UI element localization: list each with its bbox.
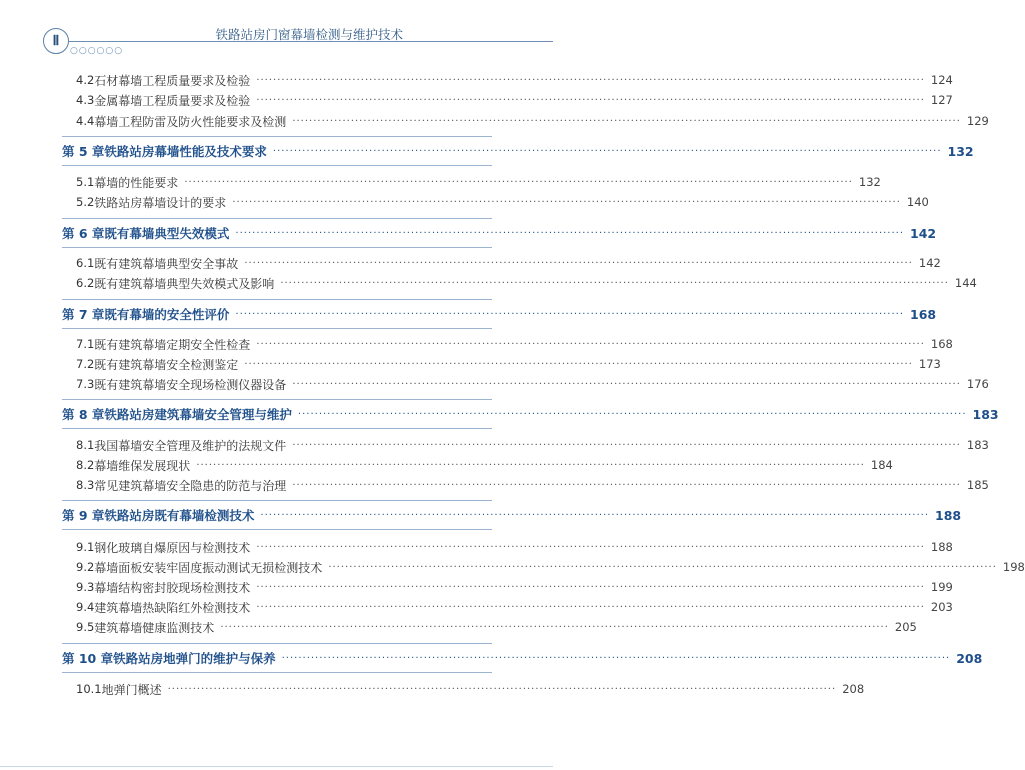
entry-title: 铁路站房建筑幕墙安全管理与维护 <box>104 407 292 422</box>
toc-section-entry[interactable] <box>62 334 953 354</box>
dot-leader: ································································································································································ <box>292 439 961 451</box>
entry-number: 6.1 <box>76 256 95 270</box>
page-number-badge: Ⅱ <box>43 28 69 54</box>
dot-leader: ································································································································································ <box>184 176 853 188</box>
entry-number: 6.2 <box>76 276 95 290</box>
entry-page-number: 183 <box>966 438 989 452</box>
toc-section-entry[interactable] <box>62 577 953 597</box>
entry-number: 第 7 章 <box>62 307 105 322</box>
bottom-rule <box>0 766 553 767</box>
entry-title: 地弹门概述 <box>101 682 162 697</box>
header-dots: ○○○○○○ <box>70 46 124 56</box>
entry-number: 第 10 章 <box>62 651 114 666</box>
dot-leader: ································································································································································ <box>260 509 930 521</box>
entry-number: 4.2 <box>76 73 95 87</box>
dot-leader: ································································································································································ <box>256 74 925 86</box>
dot-leader: ································································································································································ <box>232 196 901 208</box>
entry-title: 铁路站房幕墙设计的要求 <box>94 195 227 210</box>
dot-leader: ································································································································································ <box>272 145 942 157</box>
chapter-rule <box>62 136 492 137</box>
entry-title: 幕墙维保发展现状 <box>94 458 191 473</box>
dot-leader: ································································································································································ <box>292 479 961 491</box>
entry-number: 5.2 <box>76 195 95 209</box>
dot-leader: ································································································································································ <box>256 338 925 350</box>
entry-title: 既有建筑幕墙安全检测鉴定 <box>94 357 239 372</box>
toc-section-entry[interactable] <box>62 192 929 212</box>
entry-number: 8.1 <box>76 438 95 452</box>
entry-number: 5.1 <box>76 175 95 189</box>
entry-page-number: 132 <box>947 143 974 159</box>
entry-title: 铁路站房地弹门的维护与保养 <box>113 651 276 666</box>
entry-page-number: 173 <box>918 357 941 371</box>
toc-chapter-entry[interactable] <box>62 505 962 525</box>
dot-leader: ································································································································································ <box>196 459 865 471</box>
chapter-rule <box>62 428 492 429</box>
entry-title: 金属幕墙工程质量要求及检验 <box>94 93 251 108</box>
entry-number: 8.2 <box>76 458 95 472</box>
entry-page-number: 203 <box>930 600 953 614</box>
chapter-rule <box>62 672 492 673</box>
toc-chapter-entry[interactable] <box>62 304 937 324</box>
dot-leader: ································································································································································ <box>256 601 925 613</box>
entry-number: 9.2 <box>76 560 95 574</box>
dot-leader: ································································································································································ <box>328 561 997 573</box>
entry-page-number: 198 <box>1002 560 1025 574</box>
toc-section-entry[interactable] <box>62 374 989 394</box>
dot-leader: ································································································································································ <box>292 115 961 127</box>
entry-number: 9.5 <box>76 620 95 634</box>
entry-title: 石材幕墙工程质量要求及检验 <box>94 73 251 88</box>
toc-section-entry[interactable] <box>62 475 989 495</box>
entry-page-number: 185 <box>966 478 989 492</box>
dot-leader: ································································································································································ <box>292 378 961 390</box>
entry-title: 既有幕墙的安全性评价 <box>104 307 230 322</box>
dot-leader: ································································································································································ <box>244 358 913 370</box>
entry-number: 第 5 章 <box>62 144 105 159</box>
entry-page-number: 129 <box>966 114 989 128</box>
toc-section-entry[interactable] <box>62 111 989 131</box>
entry-title: 建筑幕墙健康监测技术 <box>94 620 215 635</box>
toc-section-entry[interactable] <box>62 435 989 455</box>
toc-section-entry[interactable] <box>62 537 953 557</box>
toc-section-entry[interactable] <box>62 557 1025 577</box>
toc-section-entry[interactable] <box>62 597 953 617</box>
entry-page-number: 168 <box>910 306 937 322</box>
entry-page-number: 199 <box>930 580 953 594</box>
toc-section-entry[interactable] <box>62 90 953 110</box>
toc-section-entry[interactable] <box>62 679 865 699</box>
dot-leader: ································································································································································ <box>244 257 913 269</box>
entry-title: 幕墙面板安装牢固度振动测试无损检测技术 <box>94 560 323 575</box>
toc-section-entry[interactable] <box>62 70 953 90</box>
entry-title: 铁路站房幕墙性能及技术要求 <box>104 144 267 159</box>
entry-title: 建筑幕墙热缺陷红外检测技术 <box>94 600 251 615</box>
running-title: 铁路站房门窗幕墙检测与维护技术 <box>215 27 403 42</box>
entry-page-number: 176 <box>966 377 989 391</box>
entry-page-number: 127 <box>930 93 953 107</box>
chapter-rule <box>62 218 492 219</box>
entry-page-number: 168 <box>930 337 953 351</box>
dot-leader: ································································································································································ <box>220 621 889 633</box>
entry-number: 7.1 <box>76 337 95 351</box>
entry-title: 幕墙结构密封胶现场检测技术 <box>94 580 251 595</box>
entry-page-number: 208 <box>956 650 983 666</box>
dot-leader: ································································································································································ <box>167 683 837 695</box>
chapter-rule <box>62 299 492 300</box>
entry-title: 幕墙的性能要求 <box>94 175 179 190</box>
entry-number: 9.1 <box>76 540 95 554</box>
dot-leader: ································································································································································ <box>235 308 905 320</box>
entry-number: 10.1 <box>76 682 102 696</box>
entry-title: 既有建筑幕墙典型安全事故 <box>94 256 239 271</box>
toc-chapter-entry[interactable] <box>62 648 983 668</box>
entry-title: 既有幕墙典型失效模式 <box>104 226 230 241</box>
entry-page-number: 205 <box>894 620 917 634</box>
entry-number: 7.2 <box>76 357 95 371</box>
toc-chapter-entry[interactable] <box>62 223 937 243</box>
entry-page-number: 132 <box>858 175 881 189</box>
entry-title: 幕墙工程防雷及防火性能要求及检测 <box>94 114 287 129</box>
dot-leader: ································································································································································ <box>256 541 925 553</box>
dot-leader: ································································································································································ <box>256 581 925 593</box>
entry-page-number: 142 <box>918 256 941 270</box>
entry-number: 第 8 章 <box>62 407 105 422</box>
entry-title: 我国幕墙安全管理及维护的法规文件 <box>94 438 287 453</box>
chapter-rule <box>62 500 492 501</box>
entry-number: 7.3 <box>76 377 95 391</box>
entry-title: 既有建筑幕墙定期安全性检查 <box>94 337 251 352</box>
entry-number: 第 9 章 <box>62 508 105 523</box>
entry-number: 第 6 章 <box>62 226 105 241</box>
toc-section-entry[interactable] <box>62 172 881 192</box>
entry-number: 9.3 <box>76 580 95 594</box>
dot-leader: ································································································································································ <box>280 277 949 289</box>
entry-page-number: 208 <box>842 682 865 696</box>
chapter-rule <box>62 643 492 644</box>
toc-section-entry[interactable] <box>62 617 917 637</box>
entry-title: 钢化玻璃自爆原因与检测技术 <box>94 540 251 555</box>
entry-title: 铁路站房既有幕墙检测技术 <box>104 508 255 523</box>
toc-section-entry[interactable] <box>62 354 941 374</box>
entry-number: 8.3 <box>76 478 95 492</box>
entry-page-number: 142 <box>910 225 937 241</box>
entry-page-number: 144 <box>954 276 977 290</box>
page-header <box>0 0 553 70</box>
entry-number: 4.4 <box>76 114 95 128</box>
entry-title: 常见建筑幕墙安全隐患的防范与治理 <box>94 478 287 493</box>
entry-page-number: 140 <box>906 195 929 209</box>
entry-number: 9.4 <box>76 600 95 614</box>
dot-leader: ································································································································································ <box>235 227 905 239</box>
dot-leader: ································································································································································ <box>297 408 967 420</box>
toc-section-entry[interactable] <box>62 253 941 273</box>
entry-page-number: 188 <box>930 540 953 554</box>
toc-chapter-entry[interactable] <box>62 141 974 161</box>
chapter-rule <box>62 399 492 400</box>
entry-page-number: 183 <box>972 406 999 422</box>
entry-page-number: 124 <box>930 73 953 87</box>
dot-leader: ································································································································································ <box>281 652 951 664</box>
toc-section-entry[interactable] <box>62 455 893 475</box>
chapter-rule <box>62 165 492 166</box>
dot-leader: ································································································································································ <box>256 94 925 106</box>
chapter-rule <box>62 328 492 329</box>
entry-title: 既有建筑幕墙典型失效模式及影响 <box>94 276 275 291</box>
entry-number: 4.3 <box>76 93 95 107</box>
toc-section-entry[interactable] <box>62 273 977 293</box>
toc-chapter-entry[interactable] <box>62 404 999 424</box>
entry-page-number: 188 <box>935 507 962 523</box>
entry-page-number: 184 <box>870 458 893 472</box>
entry-title: 既有建筑幕墙安全现场检测仪器设备 <box>94 377 287 392</box>
chapter-rule <box>62 529 492 530</box>
chapter-rule <box>62 247 492 248</box>
